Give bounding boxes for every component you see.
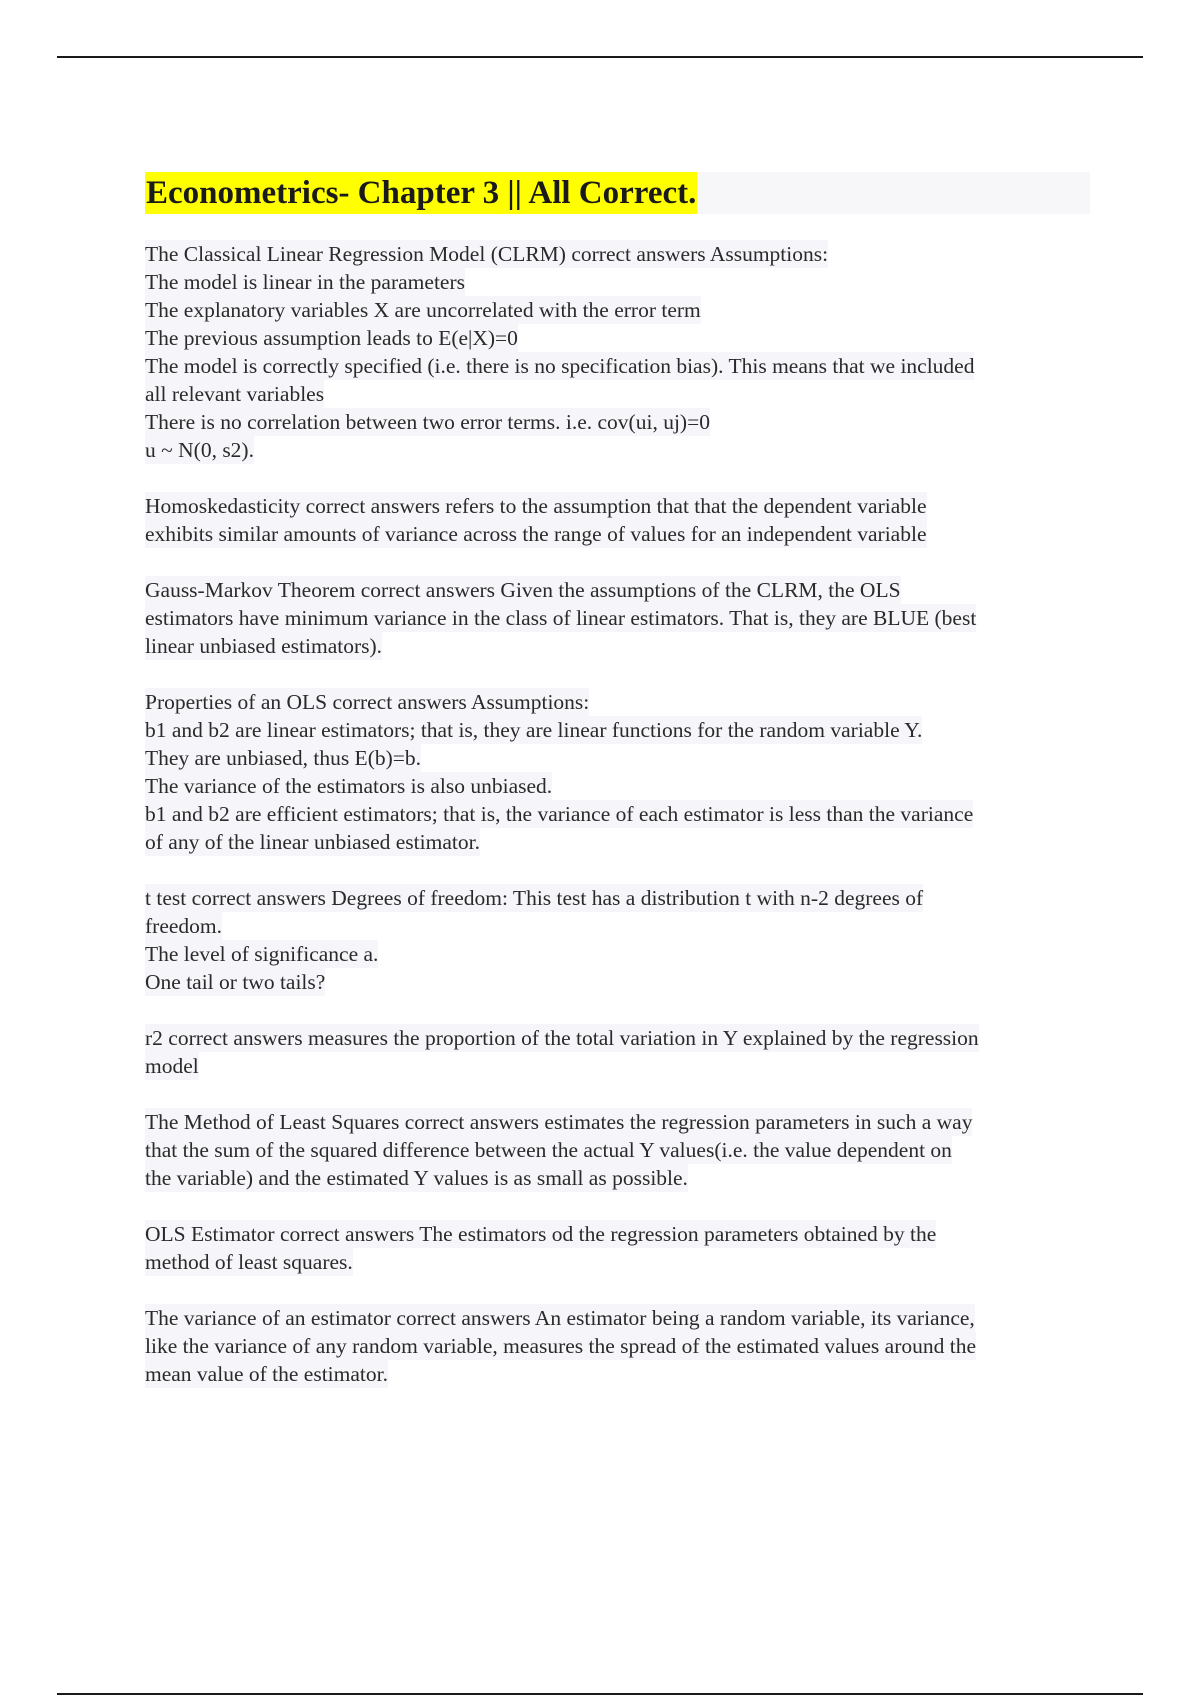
paragraph-line: The Method of Least Squares correct answers estimates the regression parameters in such a way xyxy=(145,1110,973,1134)
paragraph-line: Gauss-Markov Theorem correct answers Given the assumptions of the CLRM, the OLS xyxy=(145,578,901,602)
paragraph-least-squares xyxy=(145,1108,1090,1192)
paragraph-line: linear unbiased estimators). xyxy=(145,634,383,658)
paragraph-line: The model is correctly specified (i.e. there is no specification bias). This means that we included xyxy=(145,354,975,378)
paragraph-r2 xyxy=(145,1024,1090,1080)
paragraph-ols-properties xyxy=(145,688,1090,856)
paragraph-line: b1 and b2 are efficient estimators; that is, the variance of each estimator is less than the variance xyxy=(145,802,974,826)
paragraph-line: exhibits similar amounts of variance across the range of values for an independent variable xyxy=(145,522,927,546)
bottom-rule xyxy=(57,1693,1143,1695)
paragraph-line: method of least squares. xyxy=(145,1250,353,1274)
paragraph-line: b1 and b2 are linear estimators; that is, they are linear functions for the random variable Y. xyxy=(145,718,923,742)
paragraph-t-test xyxy=(145,884,1090,996)
paragraph-line: like the variance of any random variable, measures the spread of the estimated values around the xyxy=(145,1334,977,1358)
paragraph-line: The previous assumption leads to E(e|X)=0 xyxy=(145,326,518,350)
paragraph-line: of any of the linear unbiased estimator. xyxy=(145,830,480,854)
paragraph-line: OLS Estimator correct answers The estimators od the regression parameters obtained by the xyxy=(145,1222,937,1246)
paragraph-line: all relevant variables xyxy=(145,382,325,406)
paragraph-line: The Classical Linear Regression Model (CLRM) correct answers Assumptions: xyxy=(145,242,829,266)
paragraph-line: freedom. xyxy=(145,914,223,938)
paragraph-line: estimators have minimum variance in the class of linear estimators. That is, they are BLUE (best xyxy=(145,606,977,630)
paragraph-line: t test correct answers Degrees of freedom: This test has a distribution t with n-2 degrees of xyxy=(145,886,924,910)
paragraph-line: The explanatory variables X are uncorrelated with the error term xyxy=(145,298,701,322)
document-title: Econometrics- Chapter 3 || All Correct. xyxy=(145,172,697,214)
paragraph-line: The model is linear in the parameters xyxy=(145,270,465,294)
paragraph-homoskedasticity xyxy=(145,492,1090,548)
paragraph-line: u ~ N(0, s2). xyxy=(145,438,254,462)
paragraph-line: They are unbiased, thus E(b)=b. xyxy=(145,746,422,770)
document-body xyxy=(145,172,1090,1416)
paragraph-line: mean value of the estimator. xyxy=(145,1362,388,1386)
paragraph-line: The variance of the estimators is also unbiased. xyxy=(145,774,553,798)
title-band xyxy=(145,172,1090,214)
paragraph-line: Properties of an OLS correct answers Assumptions: xyxy=(145,690,590,714)
paragraph-line: One tail or two tails? xyxy=(145,970,326,994)
paragraph-line: r2 correct answers measures the proportion of the total variation in Y explained by the regression xyxy=(145,1026,979,1050)
paragraph-gauss-markov xyxy=(145,576,1090,660)
paragraph-clrm xyxy=(145,240,1090,464)
top-rule xyxy=(57,56,1143,58)
paragraph-line: The level of significance a. xyxy=(145,942,379,966)
paragraph-line: Homoskedasticity correct answers refers to the assumption that that the dependent variable xyxy=(145,494,927,518)
paragraph-estimator-variance xyxy=(145,1304,1090,1388)
paragraph-line: There is no correlation between two error terms. i.e. cov(ui, uj)=0 xyxy=(145,410,710,434)
paragraph-line: The variance of an estimator correct answers An estimator being a random variable, its variance, xyxy=(145,1306,975,1330)
paragraph-line: the variable) and the estimated Y values is as small as possible. xyxy=(145,1166,688,1190)
paragraph-line: model xyxy=(145,1054,199,1078)
paragraph-line: that the sum of the squared difference between the actual Y values(i.e. the value dependent on xyxy=(145,1138,952,1162)
paragraph-ols-estimator xyxy=(145,1220,1090,1276)
